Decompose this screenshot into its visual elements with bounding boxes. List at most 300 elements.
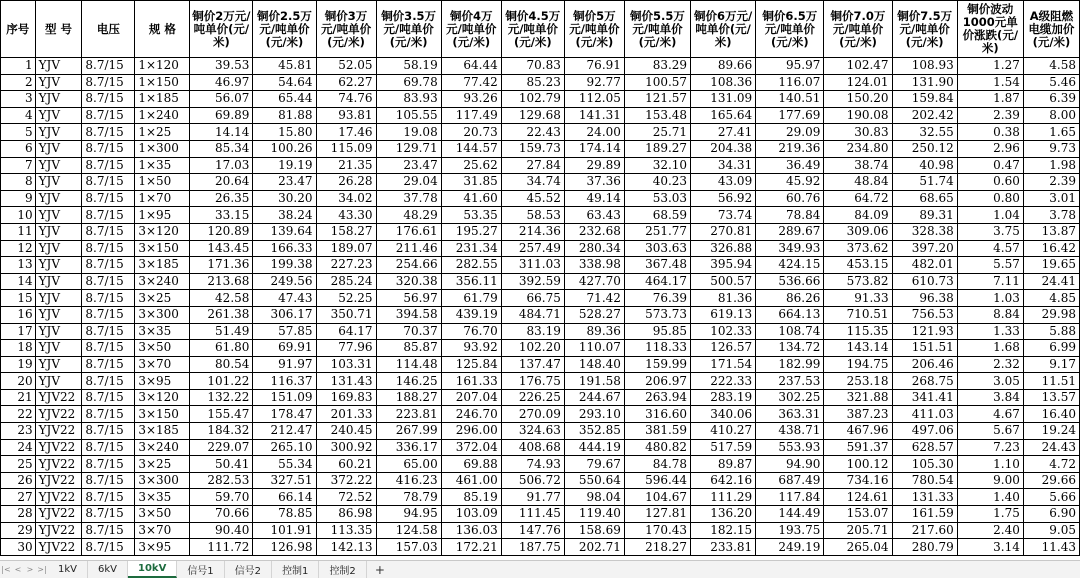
table-cell[interactable]: 158.27 [316,223,376,240]
table-cell[interactable]: 23.47 [253,174,316,191]
table-cell[interactable]: 29 [1,522,36,539]
table-cell[interactable]: 8.7/15 [82,323,135,340]
table-cell[interactable]: 0.80 [957,190,1023,207]
table-cell[interactable]: YJV [35,58,82,75]
table-cell[interactable]: 24.41 [1023,273,1079,290]
table-cell[interactable]: 8.7/15 [82,58,135,75]
table-cell[interactable]: 363.31 [756,406,824,423]
table-cell[interactable]: 52.25 [316,290,376,307]
table-cell[interactable]: 217.60 [892,522,957,539]
table-cell[interactable]: 23.47 [376,157,441,174]
table-cell[interactable]: 8.7/15 [82,240,135,257]
table-cell[interactable]: 5 [1,124,36,141]
table-cell[interactable]: YJV [35,306,82,323]
table-cell[interactable]: 29.98 [1023,306,1079,323]
table-cell[interactable]: 536.66 [756,273,824,290]
table-cell[interactable]: 184.32 [190,423,253,440]
table-cell[interactable]: 83.19 [501,323,564,340]
table-cell[interactable]: 350.71 [316,306,376,323]
table-cell[interactable]: 444.19 [564,439,624,456]
table-cell[interactable]: 2.32 [957,356,1023,373]
table-cell[interactable]: 29.04 [376,174,441,191]
table-cell[interactable]: 553.93 [756,439,824,456]
table-cell[interactable]: 550.64 [564,472,624,489]
table-cell[interactable]: 280.34 [564,240,624,257]
table-cell[interactable]: 231.34 [441,240,501,257]
table-cell[interactable]: 270.09 [501,406,564,423]
table-cell[interactable]: 85.19 [441,489,501,506]
table-cell[interactable]: 285.24 [316,273,376,290]
table-cell[interactable]: YJV [35,74,82,91]
table-cell[interactable]: 85.87 [376,340,441,357]
table-cell[interactable]: 56.07 [190,91,253,108]
table-cell[interactable]: 132.22 [190,389,253,406]
table-cell[interactable]: 102.33 [691,323,756,340]
table-cell[interactable]: 2.39 [957,107,1023,124]
table-cell[interactable]: 90.40 [190,522,253,539]
table-cell[interactable]: YJV22 [35,489,82,506]
table-cell[interactable]: 270.81 [691,223,756,240]
table-cell[interactable]: 1×70 [135,190,190,207]
table-cell[interactable]: 3×185 [135,423,190,440]
column-header[interactable]: 铜价2万元/吨单价(元/米) [190,1,253,58]
table-cell[interactable]: 233.81 [691,539,756,556]
table-cell[interactable]: 1×95 [135,207,190,224]
table-cell[interactable]: 83.93 [376,91,441,108]
table-cell[interactable]: 144.57 [441,140,501,157]
table-cell[interactable]: 76.91 [564,58,624,75]
table-cell[interactable]: 161.59 [892,506,957,523]
table-cell[interactable]: 189.27 [624,140,690,157]
table-cell[interactable]: 24.00 [564,124,624,141]
table-cell[interactable]: 111.29 [691,489,756,506]
table-cell[interactable]: 8.7/15 [82,207,135,224]
table-cell[interactable]: 19.08 [376,124,441,141]
table-cell[interactable]: 316.60 [624,406,690,423]
table-cell[interactable]: 27 [1,489,36,506]
sheet-tab[interactable]: 控制2 [319,561,366,578]
table-cell[interactable]: 1.68 [957,340,1023,357]
table-cell[interactable]: 268.75 [892,373,957,390]
sheet-tab[interactable]: 信号1 [177,561,224,578]
table-cell[interactable]: 78.85 [253,506,316,523]
table-cell[interactable]: YJV [35,323,82,340]
table-cell[interactable]: 30 [1,539,36,556]
column-header[interactable]: 铜价7.5万元/吨单价(元/米) [892,1,957,58]
table-cell[interactable]: 8.7/15 [82,373,135,390]
table-cell[interactable]: 24.43 [1023,439,1079,456]
table-cell[interactable]: 91.97 [253,356,316,373]
table-cell[interactable]: 105.30 [892,456,957,473]
table-cell[interactable]: 171.36 [190,257,253,274]
table-cell[interactable]: 8.7/15 [82,74,135,91]
table-cell[interactable]: 165.64 [691,107,756,124]
table-cell[interactable]: YJV22 [35,472,82,489]
table-cell[interactable]: 115.35 [824,323,892,340]
table-cell[interactable]: 32.10 [624,157,690,174]
table-cell[interactable]: YJV [35,91,82,108]
table-cell[interactable]: 41.60 [441,190,501,207]
table-cell[interactable]: 528.27 [564,306,624,323]
table-cell[interactable]: 68.59 [624,207,690,224]
table-cell[interactable]: 190.08 [824,107,892,124]
table-cell[interactable]: 14.14 [190,124,253,141]
table-cell[interactable]: 222.33 [691,373,756,390]
table-cell[interactable]: 46.97 [190,74,253,91]
table-cell[interactable]: 3×185 [135,257,190,274]
table-cell[interactable]: 69.78 [376,74,441,91]
table-cell[interactable]: 4.85 [1023,290,1079,307]
table-cell[interactable]: 372.04 [441,439,501,456]
table-cell[interactable]: 1×25 [135,124,190,141]
table-cell[interactable]: 110.07 [564,340,624,357]
table-cell[interactable]: 102.47 [824,58,892,75]
table-cell[interactable]: 113.35 [316,522,376,539]
table-cell[interactable]: 1.10 [957,456,1023,473]
table-cell[interactable]: 8.7/15 [82,439,135,456]
table-cell[interactable]: 10 [1,207,36,224]
table-cell[interactable]: 8.7/15 [82,389,135,406]
table-cell[interactable]: 115.09 [316,140,376,157]
table-cell[interactable]: 3.84 [957,389,1023,406]
table-cell[interactable]: 58.53 [501,207,564,224]
table-cell[interactable]: 303.63 [624,240,690,257]
table-cell[interactable]: 93.92 [441,340,501,357]
table-cell[interactable]: 664.13 [756,306,824,323]
table-cell[interactable]: 244.67 [564,389,624,406]
table-cell[interactable]: 372.22 [316,472,376,489]
table-cell[interactable]: 32.55 [892,124,957,141]
table-cell[interactable]: 482.01 [892,257,957,274]
table-cell[interactable]: 28 [1,506,36,523]
table-cell[interactable]: 89.87 [691,456,756,473]
table-cell[interactable]: 43.09 [691,174,756,191]
table-cell[interactable]: 254.66 [376,257,441,274]
table-cell[interactable]: 223.81 [376,406,441,423]
table-cell[interactable]: 103.09 [441,506,501,523]
table-cell[interactable]: 0.38 [957,124,1023,141]
table-cell[interactable]: 104.67 [624,489,690,506]
table-cell[interactable]: 89.36 [564,323,624,340]
table-cell[interactable]: 29.89 [564,157,624,174]
table-cell[interactable]: 214.36 [501,223,564,240]
table-cell[interactable]: 101.22 [190,373,253,390]
table-cell[interactable]: 37.78 [376,190,441,207]
table-cell[interactable]: 3×25 [135,290,190,307]
table-cell[interactable]: 77.96 [316,340,376,357]
table-cell[interactable]: 16.42 [1023,240,1079,257]
table-cell[interactable]: 16.40 [1023,406,1079,423]
sheet-tab[interactable]: 6kV [88,561,128,578]
table-cell[interactable]: 408.68 [501,439,564,456]
table-cell[interactable]: 36.49 [756,157,824,174]
table-cell[interactable]: 141.31 [564,107,624,124]
table-cell[interactable]: YJV [35,190,82,207]
table-cell[interactable]: 249.56 [253,273,316,290]
table-cell[interactable]: 424.15 [756,257,824,274]
table-cell[interactable]: 174.14 [564,140,624,157]
table-cell[interactable]: 392.59 [501,273,564,290]
table-cell[interactable]: 8.7/15 [82,107,135,124]
table-cell[interactable]: 2.39 [1023,174,1079,191]
table-cell[interactable]: 410.27 [691,423,756,440]
table-cell[interactable]: 9 [1,190,36,207]
table-cell[interactable]: YJV [35,257,82,274]
table-cell[interactable]: 19.65 [1023,257,1079,274]
table-cell[interactable]: 282.55 [441,257,501,274]
table-cell[interactable]: 3.75 [957,223,1023,240]
table-cell[interactable]: 89.31 [892,207,957,224]
table-cell[interactable]: 50.41 [190,456,253,473]
table-cell[interactable]: 79.67 [564,456,624,473]
table-cell[interactable]: 497.06 [892,423,957,440]
table-cell[interactable]: 2 [1,74,36,91]
table-cell[interactable]: YJV [35,207,82,224]
table-cell[interactable]: 1×150 [135,74,190,91]
table-cell[interactable]: 19.24 [1023,423,1079,440]
table-cell[interactable]: 253.18 [824,373,892,390]
table-cell[interactable]: YJV [35,223,82,240]
table-cell[interactable]: 93.26 [441,91,501,108]
table-cell[interactable]: 3×95 [135,539,190,556]
table-cell[interactable]: 3.78 [1023,207,1079,224]
table-cell[interactable]: 94.90 [756,456,824,473]
table-cell[interactable]: 8.7/15 [82,290,135,307]
table-cell[interactable]: 136.20 [691,506,756,523]
table-cell[interactable]: 22.43 [501,124,564,141]
table-cell[interactable]: 8.7/15 [82,91,135,108]
table-cell[interactable]: 16 [1,306,36,323]
table-cell[interactable]: YJV [35,124,82,141]
table-cell[interactable]: 394.58 [376,306,441,323]
table-cell[interactable]: 8.7/15 [82,257,135,274]
table-cell[interactable]: 249.19 [756,539,824,556]
table-cell[interactable]: 283.19 [691,389,756,406]
table-cell[interactable]: 349.93 [756,240,824,257]
table-cell[interactable]: 48.84 [824,174,892,191]
column-header[interactable]: 规 格 [135,1,190,58]
table-cell[interactable]: 4.72 [1023,456,1079,473]
table-cell[interactable]: 227.23 [316,257,376,274]
table-cell[interactable]: 8.7/15 [82,356,135,373]
table-cell[interactable]: 142.13 [316,539,376,556]
table-cell[interactable]: 232.68 [564,223,624,240]
table-cell[interactable]: 85.34 [190,140,253,157]
table-cell[interactable]: 282.53 [190,472,253,489]
table-cell[interactable]: YJV [35,157,82,174]
table-cell[interactable]: 9.00 [957,472,1023,489]
table-cell[interactable]: 3.01 [1023,190,1079,207]
table-cell[interactable]: 178.47 [253,406,316,423]
table-cell[interactable]: YJV22 [35,389,82,406]
table-cell[interactable]: YJV22 [35,439,82,456]
table-cell[interactable]: 506.72 [501,472,564,489]
table-cell[interactable]: 7.23 [957,439,1023,456]
table-cell[interactable]: 1×185 [135,91,190,108]
table-cell[interactable]: 120.89 [190,223,253,240]
table-cell[interactable]: 212.47 [253,423,316,440]
table-cell[interactable]: YJV [35,340,82,357]
table-cell[interactable]: 30.83 [824,124,892,141]
table-cell[interactable]: 116.37 [253,373,316,390]
table-cell[interactable]: 98.04 [564,489,624,506]
table-cell[interactable]: 74.93 [501,456,564,473]
table-cell[interactable]: 101.91 [253,522,316,539]
table-cell[interactable]: 65.00 [376,456,441,473]
table-cell[interactable]: 0.47 [957,157,1023,174]
table-cell[interactable]: 6.39 [1023,91,1079,108]
table-cell[interactable]: 93.81 [316,107,376,124]
prev-sheet-icon[interactable]: < [14,565,22,574]
sheet-tab[interactable]: 10kV [128,561,177,578]
column-header[interactable]: 铜价5.5万元/吨单价(元/米) [624,1,690,58]
table-cell[interactable]: 296.00 [441,423,501,440]
table-cell[interactable]: 117.84 [756,489,824,506]
table-cell[interactable]: 51.49 [190,323,253,340]
table-cell[interactable]: 5.66 [1023,489,1079,506]
column-header[interactable]: 电压 [82,1,135,58]
table-cell[interactable]: 170.43 [624,522,690,539]
column-header[interactable]: 铜价3万元/吨单价(元/米) [316,1,376,58]
table-cell[interactable]: 111.72 [190,539,253,556]
table-cell[interactable]: 195.27 [441,223,501,240]
table-cell[interactable]: YJV22 [35,423,82,440]
table-cell[interactable]: 172.21 [441,539,501,556]
table-cell[interactable]: 71.42 [564,290,624,307]
table-cell[interactable]: 8.7/15 [82,456,135,473]
table-cell[interactable]: 86.98 [316,506,376,523]
table-cell[interactable]: YJV22 [35,522,82,539]
table-cell[interactable]: YJV [35,290,82,307]
table-cell[interactable]: 38.24 [253,207,316,224]
table-cell[interactable]: 21.35 [316,157,376,174]
table-cell[interactable]: 1×50 [135,174,190,191]
table-cell[interactable]: 187.75 [501,539,564,556]
table-cell[interactable]: 81.36 [691,290,756,307]
table-cell[interactable]: 341.41 [892,389,957,406]
table-cell[interactable]: 43.30 [316,207,376,224]
table-cell[interactable]: 117.49 [441,107,501,124]
table-cell[interactable]: 411.03 [892,406,957,423]
table-cell[interactable]: 191.58 [564,373,624,390]
table-cell[interactable]: 146.25 [376,373,441,390]
table-cell[interactable]: 77.42 [441,74,501,91]
table-cell[interactable]: YJV [35,140,82,157]
table-cell[interactable]: 9.05 [1023,522,1079,539]
table-cell[interactable]: 34.02 [316,190,376,207]
table-cell[interactable]: 60.76 [756,190,824,207]
table-cell[interactable]: YJV [35,356,82,373]
table-cell[interactable]: 95.85 [624,323,690,340]
table-cell[interactable]: YJV [35,273,82,290]
table-cell[interactable]: 1×300 [135,140,190,157]
table-cell[interactable]: 103.31 [316,356,376,373]
table-cell[interactable]: 25.71 [624,124,690,141]
table-cell[interactable]: 121.57 [624,91,690,108]
table-cell[interactable]: 5.67 [957,423,1023,440]
table-cell[interactable]: 69.91 [253,340,316,357]
table-cell[interactable]: 144.49 [756,506,824,523]
table-cell[interactable]: 13 [1,257,36,274]
table-cell[interactable]: 427.70 [564,273,624,290]
table-cell[interactable]: 213.68 [190,273,253,290]
table-cell[interactable]: 155.47 [190,406,253,423]
table-cell[interactable]: 6 [1,140,36,157]
table-cell[interactable]: 157.03 [376,539,441,556]
table-cell[interactable]: 218.27 [624,539,690,556]
table-cell[interactable]: 1×120 [135,58,190,75]
next-sheet-icon[interactable]: > [26,565,34,574]
table-cell[interactable]: 240.45 [316,423,376,440]
table-cell[interactable]: 30.20 [253,190,316,207]
table-cell[interactable]: 6.90 [1023,506,1079,523]
table-cell[interactable]: 121.93 [892,323,957,340]
table-cell[interactable]: 1×240 [135,107,190,124]
table-cell[interactable]: 31.85 [441,174,501,191]
last-sheet-icon[interactable]: >| [37,565,47,574]
table-cell[interactable]: 13.57 [1023,389,1079,406]
table-cell[interactable]: 27.41 [691,124,756,141]
table-cell[interactable]: 328.38 [892,223,957,240]
table-cell[interactable]: 8.7/15 [82,306,135,323]
table-cell[interactable]: 125.84 [441,356,501,373]
column-header[interactable]: 铜价3.5万元/吨单价(元/米) [376,1,441,58]
table-cell[interactable]: 3×35 [135,323,190,340]
table-cell[interactable]: 9.17 [1023,356,1079,373]
table-cell[interactable]: 84.09 [824,207,892,224]
table-cell[interactable]: 26.28 [316,174,376,191]
table-cell[interactable]: 73.74 [691,207,756,224]
table-cell[interactable]: 8.7/15 [82,539,135,556]
table-cell[interactable]: 131.90 [892,74,957,91]
table-cell[interactable]: 15.80 [253,124,316,141]
table-cell[interactable]: 250.12 [892,140,957,157]
column-header[interactable]: 铜价6.5万元/吨单价(元/米) [756,1,824,58]
table-cell[interactable]: 58.19 [376,58,441,75]
table-cell[interactable]: 119.40 [564,506,624,523]
table-cell[interactable]: 5.57 [957,257,1023,274]
table-cell[interactable]: 54.64 [253,74,316,91]
table-cell[interactable]: 151.09 [253,389,316,406]
table-cell[interactable]: 116.07 [756,74,824,91]
table-cell[interactable]: 62.27 [316,74,376,91]
table-cell[interactable]: 573.82 [824,273,892,290]
table-cell[interactable]: 34.31 [691,157,756,174]
table-cell[interactable]: 53.03 [624,190,690,207]
table-cell[interactable]: 6.99 [1023,340,1079,357]
table-cell[interactable]: 176.75 [501,373,564,390]
table-cell[interactable]: 202.71 [564,539,624,556]
table-cell[interactable]: 8.7/15 [82,140,135,157]
table-cell[interactable]: 84.78 [624,456,690,473]
table-cell[interactable]: 15 [1,290,36,307]
table-cell[interactable]: 70.83 [501,58,564,75]
table-cell[interactable]: 293.10 [564,406,624,423]
table-cell[interactable]: YJV22 [35,506,82,523]
table-cell[interactable]: 26 [1,472,36,489]
table-cell[interactable]: 3×95 [135,373,190,390]
table-cell[interactable]: 153.07 [824,506,892,523]
table-cell[interactable]: 1 [1,58,36,75]
table-cell[interactable]: 182.15 [691,522,756,539]
table-cell[interactable]: 129.71 [376,140,441,157]
table-cell[interactable]: 1×35 [135,157,190,174]
table-cell[interactable]: 201.33 [316,406,376,423]
table-cell[interactable]: 251.77 [624,223,690,240]
table-cell[interactable]: 137.47 [501,356,564,373]
table-cell[interactable]: 124.01 [824,74,892,91]
table-cell[interactable]: 64.72 [824,190,892,207]
